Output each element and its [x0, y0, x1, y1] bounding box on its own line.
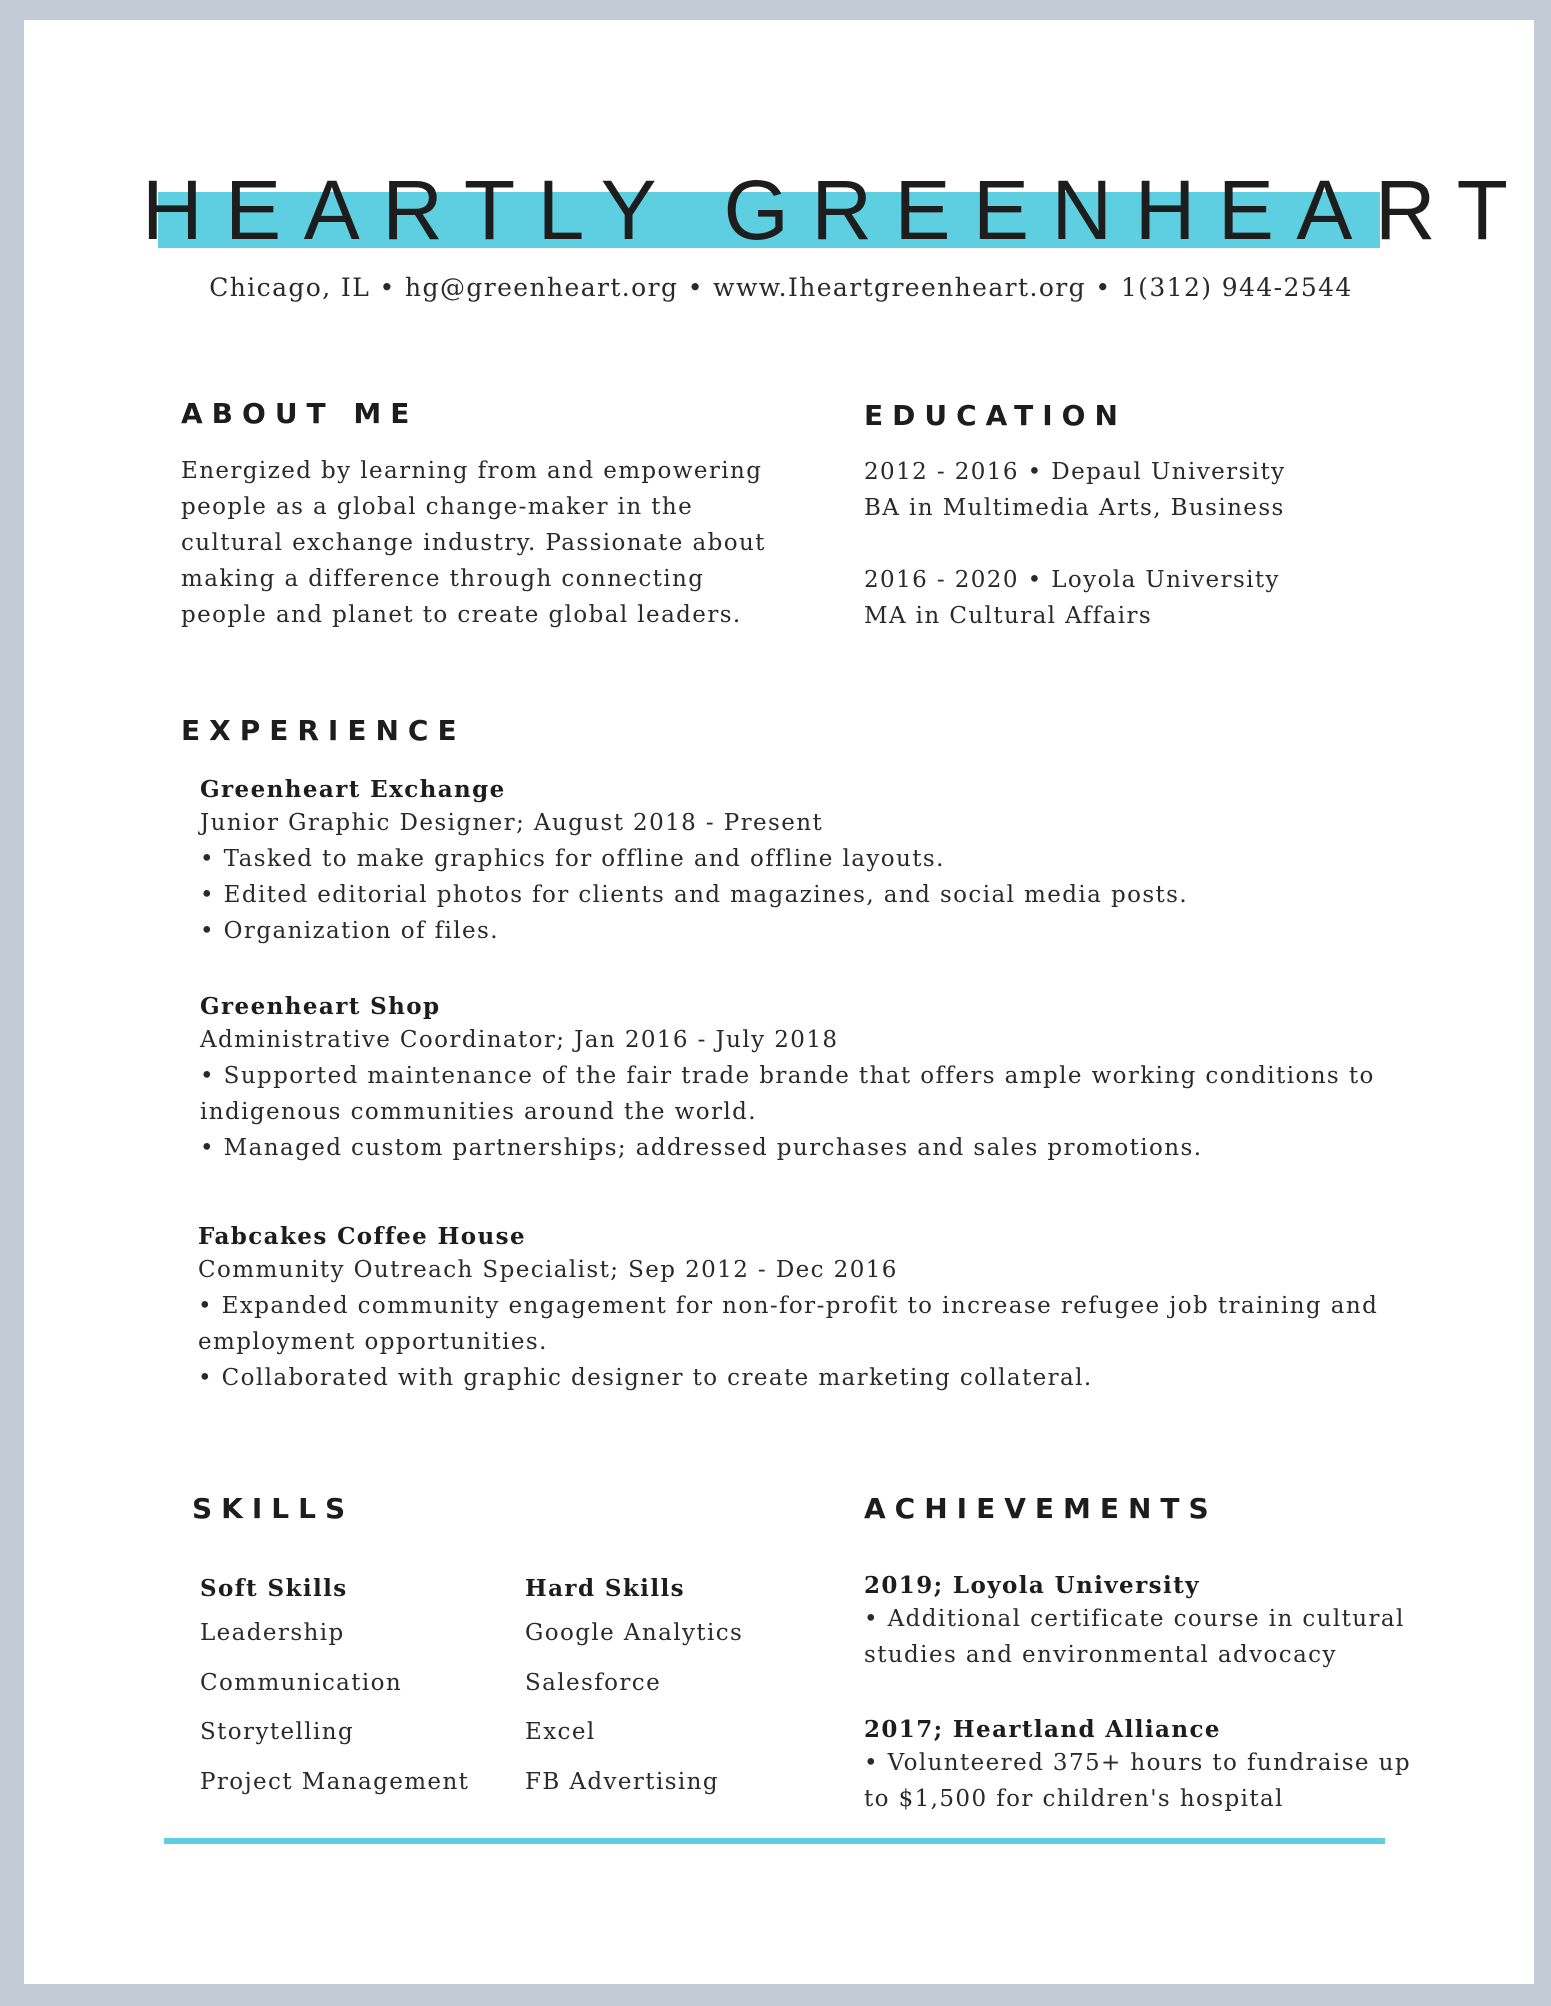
education-years: 2016 - 2020 • Loyola University [864, 567, 1280, 593]
soft-skills-title: Soft Skills [200, 1575, 348, 1602]
about-line: making a difference through connecting [181, 566, 705, 592]
job-line: • Organization of files. [200, 918, 499, 944]
skill-item: Leadership [200, 1620, 345, 1646]
experience-job [200, 775, 1188, 949]
experience-heading: EXPERIENCE [181, 714, 466, 747]
job-company: Greenheart Exchange [200, 776, 506, 803]
skill-item: Google Analytics [525, 1620, 744, 1646]
skill-item: FB Advertising [525, 1768, 719, 1795]
job-line: • Managed custom partnerships; addressed purchases and sales promotions. [200, 1135, 1203, 1161]
about-line: cultural exchange industry. Passionate about [181, 530, 766, 556]
job-line: • Supported maintenance of the fair trade brande that offers ample working conditions to [200, 1063, 1375, 1089]
education-years: 2012 - 2016 • Depaul University [864, 459, 1286, 485]
achievement-line: to $1,500 for children's hospital [864, 1786, 1284, 1812]
job-line: • Collaborated with graphic designer to create marketing collateral. [198, 1365, 1093, 1391]
job-company: Greenheart Shop [200, 993, 441, 1020]
achievement-entry [864, 1571, 1405, 1673]
education-degree: BA in Multimedia Arts, Business [864, 495, 1285, 521]
contact-line: Chicago, IL • hg@greenheart.org • www.Iheartgreenheart.org • 1(312) 944-2544 [209, 273, 1353, 302]
job-company: Fabcakes Coffee House [198, 1223, 526, 1250]
education-heading: EDUCATION [864, 399, 1127, 432]
candidate-name: HEARTLY GREENHEART [142, 163, 1531, 257]
bottom-divider [164, 1838, 1385, 1844]
achievement-line: • Additional certificate course in cultural [864, 1606, 1405, 1632]
job-line: Community Outreach Specialist; Sep 2012 - Dec 2016 [198, 1257, 898, 1283]
job-line: employment opportunities. [198, 1329, 548, 1355]
job-line: • Expanded community engagement for non-for-profit to increase refugee job training and [198, 1293, 1379, 1319]
achievement-title: 2017; Heartland Alliance [864, 1716, 1221, 1743]
job-line: indigenous communities around the world. [200, 1099, 757, 1125]
about-heading: ABOUT ME [181, 397, 419, 430]
job-line: • Tasked to make graphics for offline and offline layouts. [200, 846, 945, 872]
education-list [864, 454, 1286, 634]
education-degree: MA in Cultural Affairs [864, 603, 1153, 629]
about-line: Energized by learning from and empowering [181, 458, 763, 484]
achievements-heading: ACHIEVEMENTS [864, 1492, 1218, 1525]
skill-item: Communication [200, 1669, 403, 1696]
achievement-line: • Volunteered 375+ hours to fundraise up [864, 1750, 1411, 1776]
skill-item: Storytelling [200, 1719, 355, 1745]
achievement-title: 2019; Loyola University [864, 1572, 1200, 1599]
soft-skills-column [200, 1569, 469, 1807]
hard-skills-title: Hard Skills [525, 1575, 685, 1602]
job-line: Junior Graphic Designer; August 2018 - Present [200, 810, 824, 836]
about-line: people and planet to create global leaders. [181, 602, 742, 628]
experience-job [200, 992, 1375, 1166]
about-line: people as a global change-maker in the [181, 494, 694, 520]
skills-heading: SKILLS [192, 1492, 355, 1525]
job-line: Administrative Coordinator; Jan 2016 - July 2018 [200, 1027, 839, 1053]
skill-item: Project Management [200, 1768, 470, 1795]
skill-item: Salesforce [525, 1669, 662, 1696]
experience-job [198, 1222, 1378, 1396]
achievement-line: studies and environmental advocacy [864, 1642, 1337, 1668]
resume-page [24, 20, 1534, 1984]
job-line: • Edited editorial photos for clients and magazines, and social media posts. [200, 882, 1189, 908]
skill-item: Excel [525, 1719, 596, 1745]
achievement-entry [864, 1715, 1411, 1817]
about-text [181, 453, 766, 633]
hard-skills-column [525, 1569, 743, 1807]
